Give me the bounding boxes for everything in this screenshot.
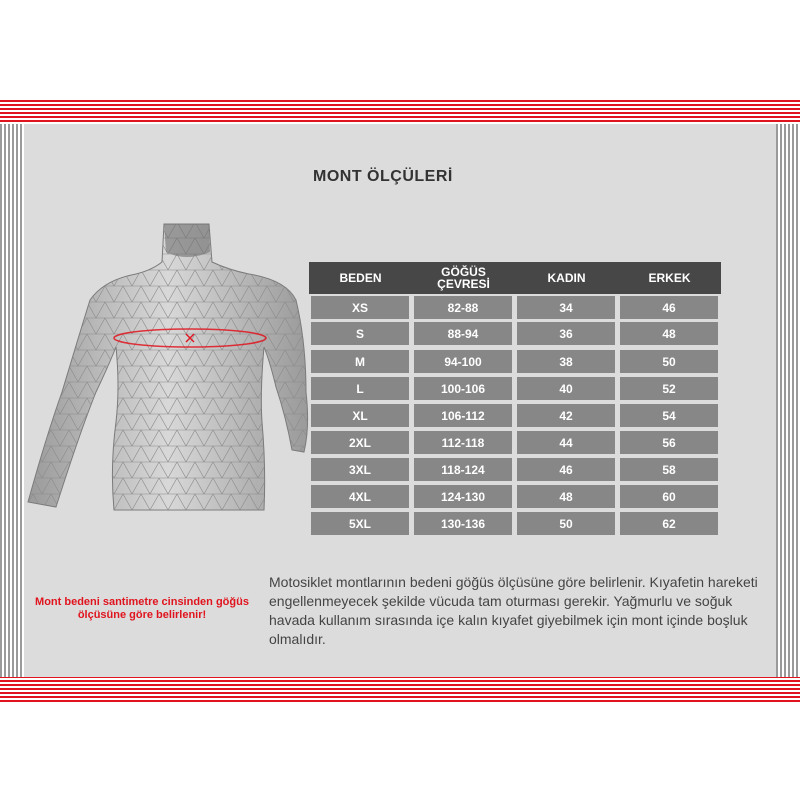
table-cell-women: 48	[517, 485, 615, 508]
description-text: Motosiklet montlarının bedeni göğüs ölçüsüne göre belirlenir. Kıyafetin hareketi engellenmeyecek şekilde vücuda tam oturması gerekir. Yağmurlu ve soğuk havada kullanım sırasında içe kalın kıyafet giyebilmek için mont içinde boşluk olmalıdır.	[269, 574, 758, 647]
table-cell-women: 42	[517, 404, 615, 427]
table-cell-women: 46	[517, 458, 615, 481]
table-cell-men: 46	[620, 296, 718, 319]
left-gray-stripes	[0, 124, 24, 677]
torso-mesh-figure	[24, 222, 324, 512]
right-gray-stripes	[776, 124, 800, 677]
table-cell-women: 38	[517, 350, 615, 373]
table-cell-chest: 82-88	[414, 296, 512, 319]
table-cell-chest: 100-106	[414, 377, 512, 400]
table-cell-chest: 124-130	[414, 485, 512, 508]
header-kadin: KADIN	[547, 271, 586, 285]
table-cell-size: XS	[311, 296, 409, 319]
table-cell-men: 58	[620, 458, 718, 481]
table-cell-men: 62	[620, 512, 718, 535]
torso-shape	[28, 224, 308, 510]
header-beden: BEDEN	[339, 271, 382, 285]
table-cell-size: S	[311, 322, 409, 345]
bottom-red-stripes	[0, 676, 800, 702]
header-erkek: ERKEK	[648, 271, 691, 285]
table-cell-men: 50	[620, 350, 718, 373]
page-title: MONT ÖLÇÜLERİ	[313, 168, 453, 185]
table-cell-men: 48	[620, 322, 718, 345]
table-cell-size: L	[311, 377, 409, 400]
table-cell-women: 40	[517, 377, 615, 400]
table-cell-chest: 118-124	[414, 458, 512, 481]
table-cell-men: 54	[620, 404, 718, 427]
header-gogus-cevresi: GÖĞÜS ÇEVRESİ	[437, 265, 490, 291]
table-cell-size: M	[311, 350, 409, 373]
table-cell-women: 36	[517, 322, 615, 345]
table-cell-chest: 94-100	[414, 350, 512, 373]
table-cell-men: 56	[620, 431, 718, 454]
table-cell-chest: 112-118	[414, 431, 512, 454]
table-cell-size: 3XL	[311, 458, 409, 481]
table-cell-women: 50	[517, 512, 615, 535]
table-cell-women: 34	[517, 296, 615, 319]
table-cell-size: 4XL	[311, 485, 409, 508]
top-red-stripes	[0, 100, 800, 126]
table-cell-men: 60	[620, 485, 718, 508]
table-cell-chest: 88-94	[414, 322, 512, 345]
table-cell-chest: 130-136	[414, 512, 512, 535]
table-cell-size: XL	[311, 404, 409, 427]
table-cell-size: 2XL	[311, 431, 409, 454]
table-cell-women: 44	[517, 431, 615, 454]
table-cell-size: 5XL	[311, 512, 409, 535]
measurement-note: Mont bedeni santimetre cinsinden göğüs ölçüsüne göre belirlenir!	[35, 596, 249, 621]
table-cell-chest: 106-112	[414, 404, 512, 427]
table-cell-men: 52	[620, 377, 718, 400]
